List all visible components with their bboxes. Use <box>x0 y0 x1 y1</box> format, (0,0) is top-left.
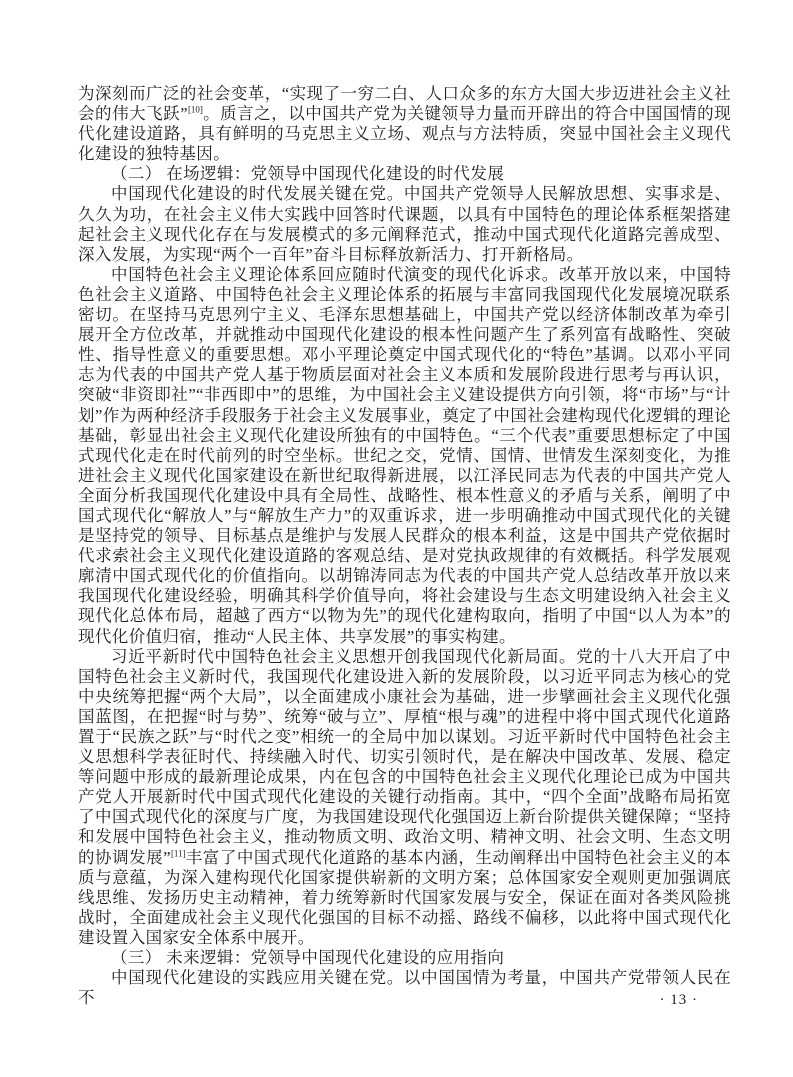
paragraph: 中国现代化建设的时代发展关键在党。中国共产党领导人民解放思想、实事求是、久久为功，在社会主义伟大实践中回答时代课题，以具有中国特色的理论体系框架搭建起社会主义现代化存在与发展模式的多元阐释范式，推动中国式现代化道路完善成型、深入发展，为实现“两个一百年”奋斗目标释放新活力、打开新格局。 <box>78 184 731 264</box>
footnote-marker: [10] <box>187 104 203 115</box>
paragraph: 中国现代化建设的实践应用关键在党。以中国国情为考量，中国共产党带领人民在不 <box>78 968 731 1008</box>
footnote-marker: [11] <box>170 848 186 859</box>
section-heading: （二） 在场逻辑：党领导中国现代化建设的时代发展 <box>111 164 505 184</box>
paragraph: 习近平新时代中国特色社会主义思想开创我国现代化新局面。党的十八大开启了中国特色社会主义新时代，我国现代化建设进入新的发展阶段，以习近平同志为核心的党中央统筹把握“两个大局”，以全面建成小康社会为基础，进一步擘画社会主义现代化强国蓝图，在把握“时与势”、统筹“破与立”、厚植“根与魂”的进程中将中国式现代化道路置于“民族之跃”与“时代之变”相统一的全局中加以谋划。习近平新时代中国特色社会主义思想科学表征时代、持续融入时代、切实引领时代，是在解决中国改革、发展、稳定等问题中形成的最新理论成果，内在包含的中国特色社会主义现代化理论已成为中国共产党人开展新时代中国式现代化建设的关键行动指南。其中，“四个全面”战略布局拓宽了中国式现代化的深度与广度，为我国建设现代化强国迈上新台阶提供关键保障；“坚持和发展中国特色社会主义，推动物质文明、政治文明、精神文明、社会文明、生态文明的协调发展”[11]丰富了中国式现代化道路的基本内涵，生动阐释出中国特色社会主义的本质与意蕴，为深入建构现代化国家提供崭新的文明方案；总体国家安全观则更加强调底线思维、发扬历史主动精神，着力统筹新时代国家发展与安全，保证在面对各类风险挑战时，全面建成社会主义现代化强国的目标不动摇、路线不偏移，以此将中国式现代化建设置入国家安全体系中展开。 <box>78 646 731 947</box>
section-heading: （三） 未来逻辑：党领导中国现代化建设的应用指向 <box>111 948 505 968</box>
paragraph: 中国特色社会主义理论体系回应随时代演变的现代化诉求。改革开放以来，中国特色社会主义道路、中国特色社会主义理论体系的拓展与丰富同我国现代化发展境况联系密切。在坚持马克思列宁主义、毛泽东思想基础上，中国共产党以经济体制改革为牵引展开全方位改革，并就推动中国现代化建设的根本性问题产生了系列富有战略性、突破性、指导性意义的重要思想。邓小平理论奠定中国式现代化的“特色”基调。以邓小平同志为代表的中国共产党人基于物质层面对社会主义本质和发展阶段进行思考与再认识，突破“非资即社”“非西即中”的思维，为中国社会主义建设提供方向引领，将“市场”与“计划”作为两种经济手段服务于社会主义发展事业，奠定了中国社会建构现代化逻辑的理论基础，彰显出社会主义现代化建设所独有的中国特色。“三个代表”重要思想标定了中国式现代化走在时代前列的时空坐标。世纪之交，党情、国情、世情发生深刻变化，为推进社会主义现代化国家建设在新世纪取得新进展，以江泽民同志为代表的中国共产党人全面分析我国现代化建设中具有全局性、战略性、根本性意义的矛盾与关系，阐明了中国式现代化“解放人”与“解放生产力”的双重诉求，进一步明确推动中国式现代化的关键是坚持党的领导、目标基点是维护与发展人民群众的根本利益，这是中国共产党依据时代求索社会主义现代化建设道路的客观总结、是对党执政规律的有效概括。科学发展观廓清中国式现代化的价值指向。以胡锦涛同志为代表的中国共产党人总结改革开放以来我国现代化建设经验，明确其科学价值导向，将社会建设与生态文明建设纳入社会主义现代化总体布局，超越了西方“以物为先”的现代化建构取向，指明了中国“以人为本”的现代化价值归宿，推动“人民主体、共享发展”的事实构建。 <box>78 264 731 646</box>
paragraph: 为深刻而广泛的社会变革，“实现了一穷二白、人口众多的东方大国大步迈进社会主义社会的伟大飞跃”[10]。质言之，以中国共产党为关键领导力量而开辟出的符合中国国情的现代化建设道路，具有鲜明的马克思主义立场、观点与方法特质，突显中国社会主义现代化建设的独特基因。 <box>78 84 732 164</box>
article-body <box>78 84 731 1008</box>
page-number: · 13 · <box>659 992 698 1008</box>
